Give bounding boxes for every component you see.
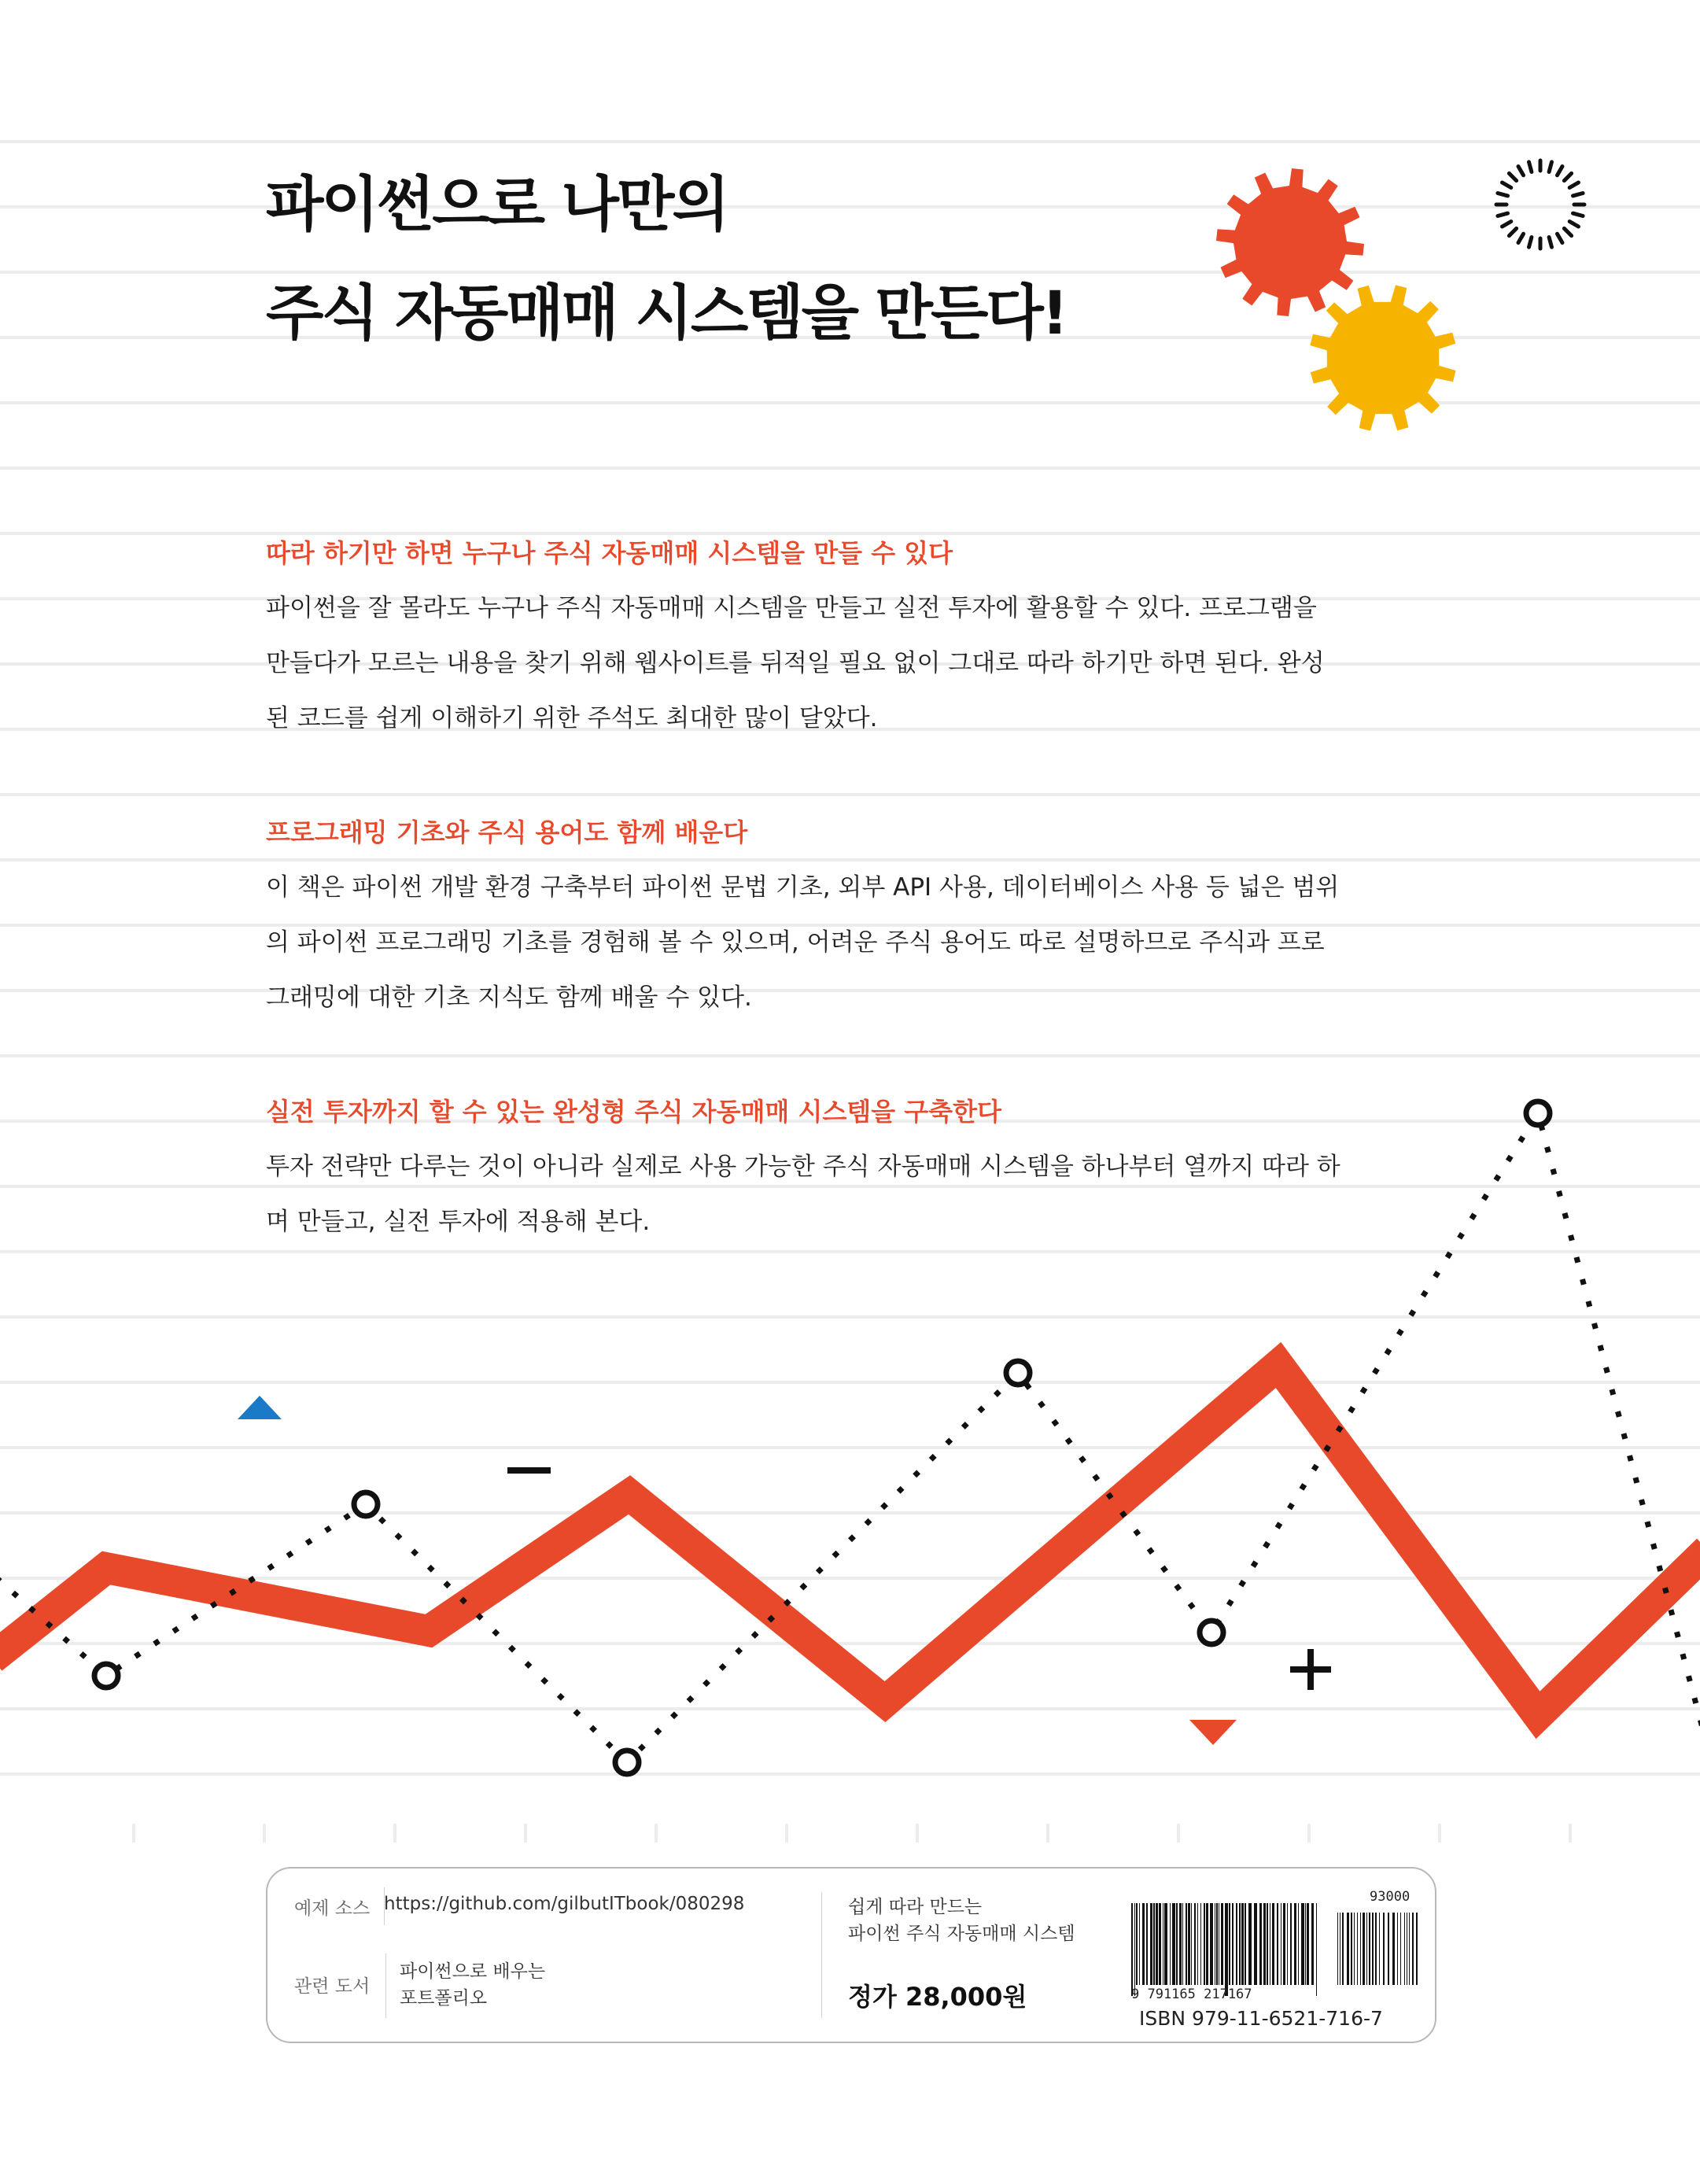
dash-mark	[1503, 222, 1511, 227]
barcode-bar	[1277, 1903, 1278, 1985]
section-1-body	[266, 581, 1438, 746]
addon-bar	[1337, 1913, 1338, 1985]
barcode-bar	[1254, 1903, 1257, 1985]
barcode-bar	[1150, 1903, 1152, 1985]
barcode-bar	[1191, 1903, 1192, 1985]
addon-bar	[1412, 1913, 1414, 1985]
book-title-line-2: 파이썬 주식 자동매매 시스템	[848, 1924, 1075, 1944]
addon-bar	[1375, 1913, 1377, 1985]
section-2-line: 그래밍에 대한 기초 지식도 함께 배울 수 있다.	[266, 983, 752, 1012]
barcode-bar	[1263, 1903, 1266, 1985]
barcode-bar	[1206, 1903, 1208, 1985]
headline-line-1: 파이썬으로 나만의	[266, 169, 728, 239]
barcode-bar	[1283, 1903, 1285, 1985]
barcode-bar	[1272, 1903, 1274, 1985]
barcode-bar	[1197, 1903, 1198, 1985]
addon-bar	[1369, 1913, 1370, 1985]
barcode-bar	[1204, 1903, 1205, 1985]
section-1-line: 된 코드를 쉽게 이해하기 위한 주석도 최대한 많이 달았다.	[266, 704, 878, 732]
addon-bar	[1354, 1913, 1355, 1985]
dash-mark	[1573, 194, 1584, 196]
barcode-bar	[1156, 1903, 1158, 1985]
isbn-text: ISBN 979-11-6521-716-7	[1139, 2007, 1383, 2030]
barcode-bar	[1188, 1903, 1190, 1985]
section-1-line: 파이썬을 잘 몰라도 누구나 주식 자동매매 시스템을 만들고 실전 투자에 활용할 수 있다. 프로그램을	[266, 594, 1317, 622]
barcode-bar	[1170, 1903, 1171, 1985]
source-url-link[interactable]: https://github.com/gilbutITbook/080298	[384, 1894, 745, 1914]
barcode-bar	[1216, 1903, 1218, 1985]
section-2-line: 이 책은 파이썬 개발 환경 구축부터 파이썬 문법 기초, 외부 API 사용, 데이터베이스 사용 등 넓은 범위	[266, 873, 1340, 902]
barcode-bar	[1225, 1903, 1228, 1996]
section-2-line: 의 파이썬 프로그래밍 기초를 경험해 볼 수 있으며, 어려운 주식 용어도 따로 설명하므로 주식과 프로	[266, 928, 1325, 957]
related-book-line-1: 파이썬으로 배우는	[400, 1961, 546, 1982]
barcode-bar	[1153, 1903, 1155, 1985]
section-3-body	[266, 1139, 1438, 1249]
related-book-line-2: 포트폴리오	[400, 1988, 488, 2009]
addon-bar	[1383, 1913, 1385, 1985]
barcode-bar	[1172, 1903, 1175, 1985]
barcode-bar	[1142, 1903, 1145, 1985]
barcode-bar	[1290, 1903, 1292, 1985]
addon-bar	[1347, 1913, 1349, 1985]
addon-bar	[1342, 1913, 1344, 1985]
section-1-line: 만들다가 모르는 내용을 찾기 위해 웹사이트를 뒤적일 필요 없이 그대로 따라 하기만 하면 된다. 완성	[266, 649, 1325, 677]
barcode-bar	[1194, 1903, 1196, 1985]
dash-mark	[1558, 167, 1563, 175]
addon-bar	[1397, 1913, 1398, 1985]
addon-bar	[1372, 1913, 1374, 1985]
dashed-circle-icon	[1496, 160, 1584, 249]
barcode-bar	[1232, 1903, 1234, 1985]
barcode-bar	[1146, 1903, 1148, 1985]
section-3-title: 실전 투자까지 할 수 있는 완성형 주식 자동매매 시스템을 구축한다	[266, 1097, 1001, 1127]
dash-mark	[1549, 162, 1551, 172]
barcode-bar	[1245, 1903, 1246, 1985]
gear-red-icon	[1216, 168, 1364, 316]
dash-mark	[1573, 213, 1584, 216]
barcode-bar	[1176, 1903, 1178, 1985]
section-3-line: 며 만들고, 실전 투자에 적용해 본다.	[266, 1208, 651, 1236]
plus-sign-icon	[1290, 1649, 1331, 1690]
barcode-bar	[1259, 1903, 1262, 1985]
dash-mark	[1558, 234, 1563, 242]
section-2-body	[266, 860, 1438, 1025]
barcode-bar	[1248, 1903, 1252, 1985]
barcode-bar	[1239, 1903, 1241, 1985]
barcode-digits: 9 791165 217167	[1131, 1987, 1252, 2002]
barcode-bar	[1136, 1903, 1138, 1985]
barcode-bar	[1316, 1903, 1317, 1996]
triangle-down-icon	[1189, 1720, 1237, 1745]
barcode-bar	[1229, 1903, 1230, 1985]
barcode-bar	[1287, 1903, 1288, 1985]
addon-bar	[1357, 1913, 1358, 1985]
addon-bar	[1366, 1913, 1367, 1985]
dash-mark	[1498, 194, 1508, 196]
barcode-bar	[1179, 1903, 1182, 1985]
barcode-bar	[1311, 1903, 1314, 1985]
isbn-barcode	[1131, 1889, 1421, 2031]
dash-mark	[1518, 234, 1524, 242]
addon-code: 93000	[1370, 1889, 1411, 1905]
dash-mark	[1564, 228, 1571, 235]
addon-bar	[1388, 1913, 1389, 1985]
addon-bar	[1379, 1913, 1380, 1985]
headline-line-2: 주식 자동매매 시스템을 만든다!	[266, 278, 1067, 348]
section-3-line: 투자 전략만 다루는 것이 아니라 실제로 사용 가능한 주식 자동매매 시스템을 하나부터 열까지 따라 하	[266, 1153, 1340, 1181]
addon-bar	[1400, 1913, 1401, 1985]
dash-mark	[1549, 238, 1551, 248]
dash-mark	[1529, 238, 1532, 248]
barcode-bar	[1267, 1903, 1268, 1985]
barcode-bar	[1305, 1903, 1306, 1985]
barcode-bar	[1200, 1903, 1201, 1985]
barcode-bar	[1134, 1903, 1135, 1996]
barcode-bar	[1241, 1903, 1244, 1985]
minus-sign-icon	[507, 1467, 551, 1474]
barcode-bar	[1186, 1903, 1187, 1985]
book-title-line-1: 쉽게 따라 만드는	[848, 1897, 983, 1917]
dash-mark	[1569, 183, 1578, 188]
chart-marker	[1200, 1621, 1223, 1644]
barcode-bar	[1164, 1903, 1167, 1985]
addon-bar	[1363, 1913, 1365, 1985]
dash-mark	[1509, 228, 1516, 235]
dash-mark	[1569, 222, 1578, 227]
divider	[821, 1892, 822, 2018]
dash-mark	[1518, 167, 1524, 175]
addon-bar	[1351, 1913, 1352, 1985]
addon-bar	[1360, 1913, 1361, 1985]
chart-marker	[615, 1751, 639, 1774]
barcode-bar	[1210, 1903, 1213, 1985]
addon-bar	[1409, 1913, 1410, 1985]
barcode-bar	[1139, 1903, 1140, 1985]
gear-yellow-icon	[1310, 285, 1455, 430]
barcode-bar	[1298, 1903, 1299, 1985]
chart-marker	[354, 1492, 378, 1516]
dash-mark	[1503, 183, 1511, 188]
source-label: 예제 소스	[294, 1898, 371, 1919]
section-1-title: 따라 하기만 하면 누구나 주식 자동매매 시스템을 만들 수 있다	[266, 538, 953, 568]
addon-bar	[1404, 1913, 1405, 1985]
barcode-bar	[1307, 1903, 1309, 1985]
dash-mark	[1529, 162, 1532, 172]
addon-bar	[1416, 1913, 1418, 1985]
price: 정가 28,000원	[848, 1982, 1027, 2012]
barcode-bar	[1221, 1903, 1223, 1985]
dash-mark	[1564, 173, 1571, 180]
barcode-bar	[1236, 1903, 1237, 1985]
dash-mark	[1498, 213, 1508, 216]
related-label: 관련 도서	[294, 1976, 371, 1997]
dash-mark	[1509, 173, 1516, 180]
divider	[385, 1953, 386, 2018]
barcode-bar	[1131, 1903, 1133, 1996]
book-info-box	[266, 1867, 1436, 2043]
chart-marker	[1526, 1101, 1550, 1125]
barcode-bar	[1159, 1903, 1161, 1985]
addon-bar	[1392, 1913, 1395, 1985]
barcode-bar	[1301, 1903, 1304, 1985]
chart-marker	[1006, 1361, 1030, 1385]
barcode-bar	[1294, 1903, 1296, 1985]
section-2-title: 프로그래밍 기초와 주식 용어도 함께 배운다	[266, 817, 748, 847]
barcode-bar	[1182, 1903, 1183, 1985]
triangle-up-icon	[238, 1396, 282, 1419]
chart-marker	[94, 1664, 118, 1688]
